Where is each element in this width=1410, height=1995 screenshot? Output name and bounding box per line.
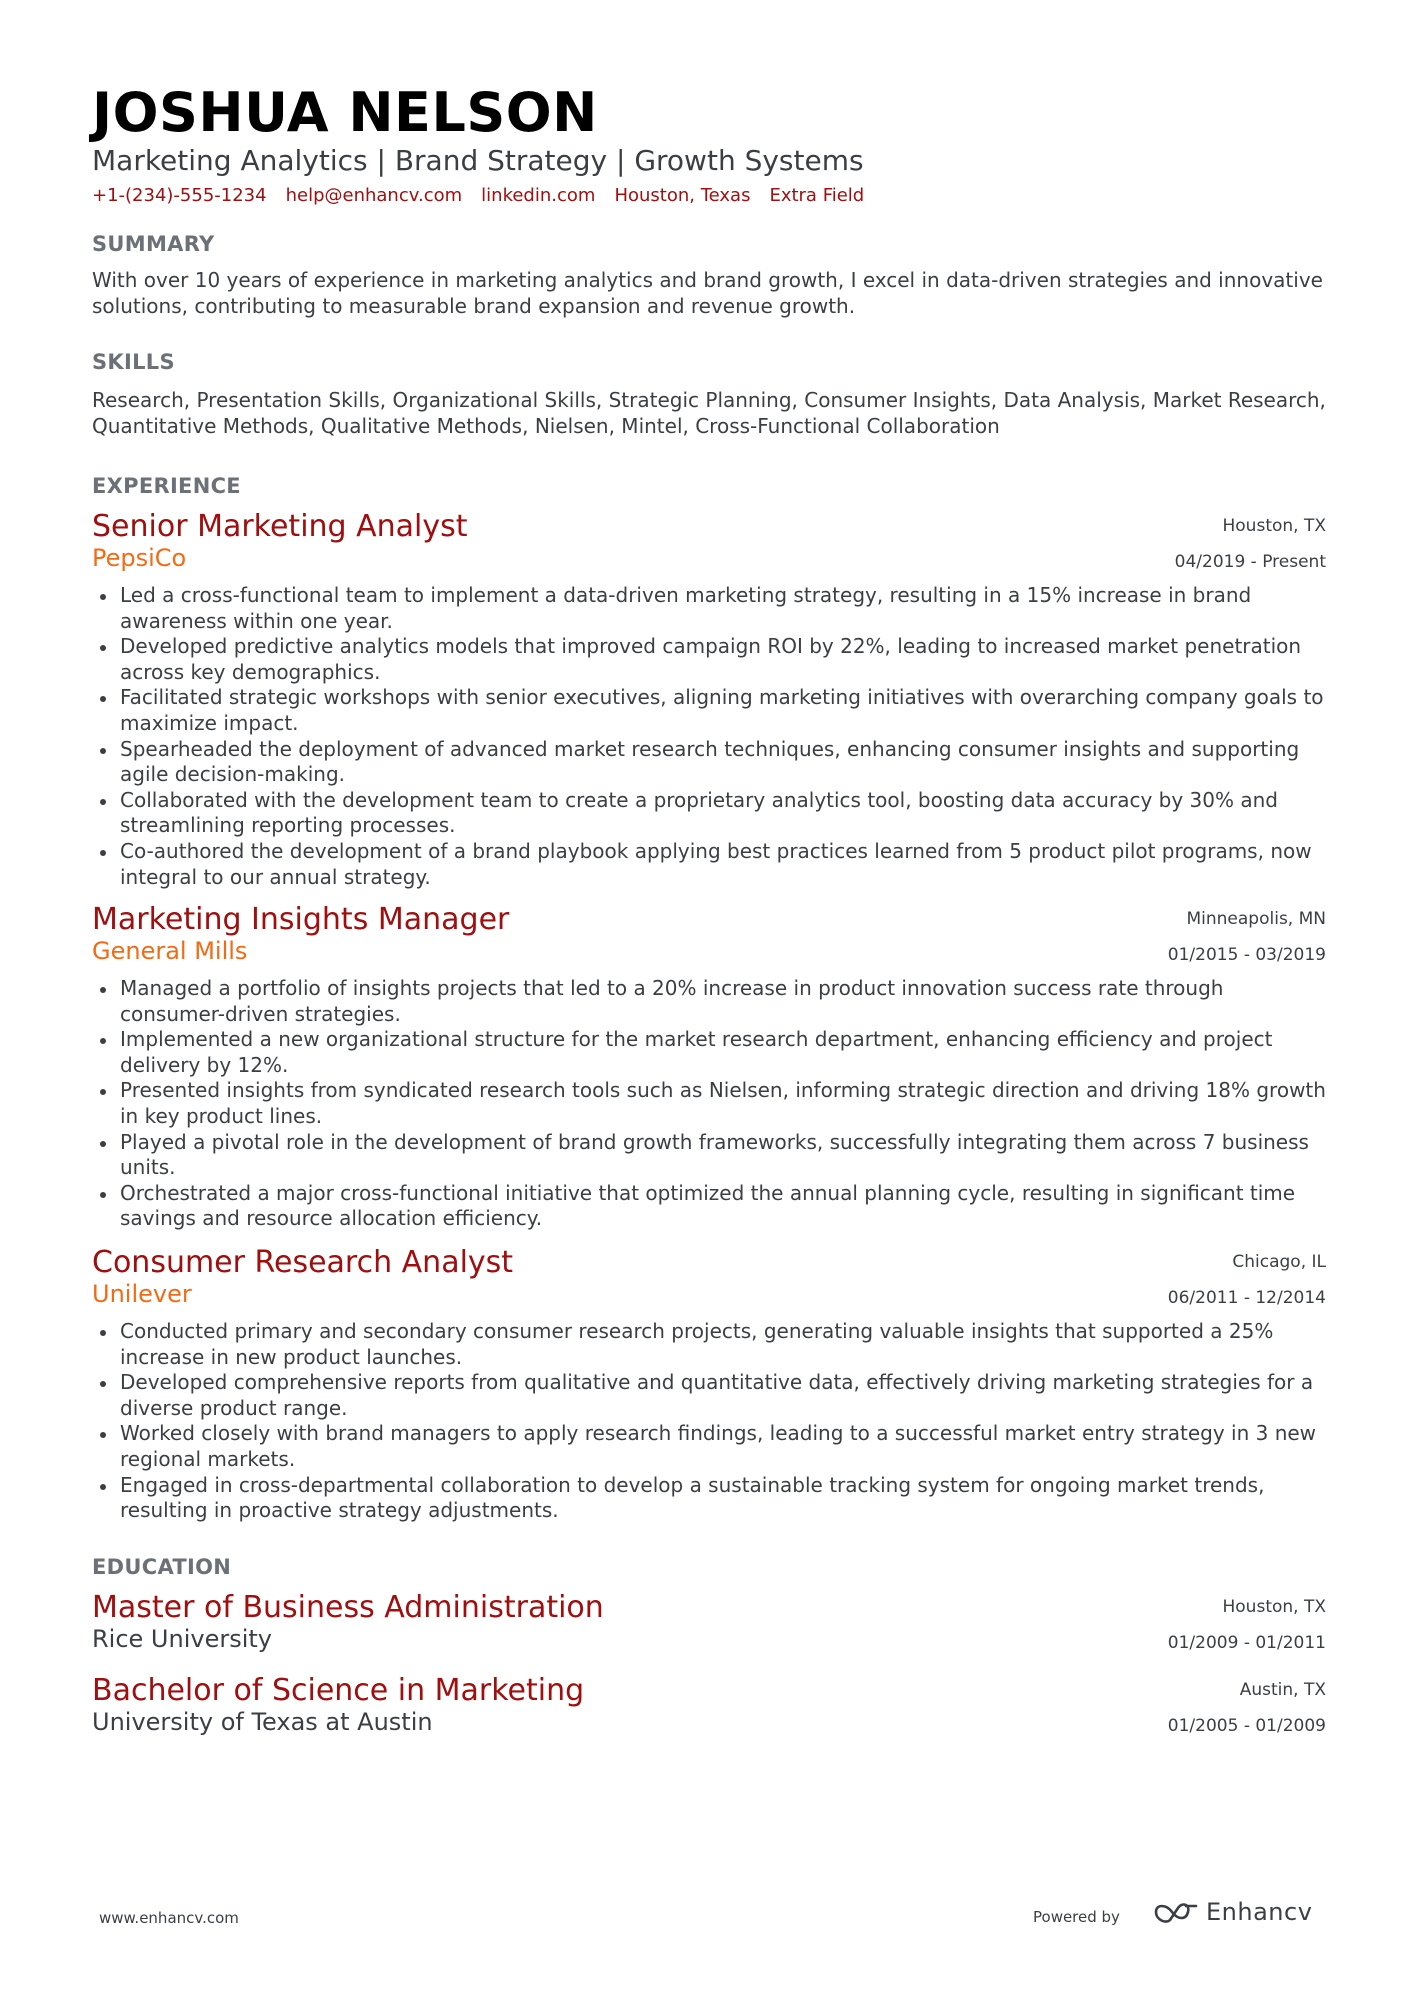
- bullet-item: Engaged in cross-departmental collaboration to develop a sustainable tracking system for ongoing market trends, resulting in proactive strategy adjustments.: [92, 1473, 1326, 1524]
- bullet-item: Presented insights from syndicated research tools such as Nielsen, informing strategic direction and driving 18% growth in key product lines.: [92, 1078, 1326, 1129]
- bullet-item: Developed predictive analytics models that improved campaign ROI by 22%, leading to increased market penetration across key demographics.: [92, 634, 1326, 685]
- bullet-item: Developed comprehensive reports from qualitative and quantitative data, effectively driving marketing strategies for a diverse product range.: [92, 1370, 1326, 1421]
- job-dates: 06/2011 - 12/2014: [1167, 1288, 1326, 1308]
- skills-text: Research, Presentation Skills, Organizational Skills, Strategic Planning, Consumer Insights, Data Analysis, Market Research, Quantitative Methods, Qualitative Methods, Nielsen, Mintel, Cross-Functional Collaboration: [92, 388, 1326, 438]
- degree-title: Bachelor of Science in Marketing: [92, 1673, 585, 1708]
- job-dates: 01/2015 - 03/2019: [1167, 945, 1326, 965]
- degree-title: Master of Business Administration: [92, 1590, 604, 1625]
- school-name: Rice University: [92, 1625, 272, 1653]
- job-title: Marketing Insights Manager: [92, 902, 510, 937]
- skills-section-title: SKILLS: [92, 350, 175, 374]
- bullet-item: Conducted primary and secondary consumer research projects, generating valuable insights that supported a 25% increase in new product launches.: [92, 1319, 1326, 1370]
- school-name: University of Texas at Austin: [92, 1708, 433, 1736]
- contact-bar: [92, 184, 864, 208]
- contact-linkedin[interactable]: linkedin.com: [481, 185, 596, 206]
- enhancv-logo-wordmark: Enhancv: [1206, 1898, 1313, 1926]
- contact-phone[interactable]: +1-(234)-555-1234: [92, 185, 267, 206]
- candidate-name: JOSHUA NELSON: [92, 81, 598, 144]
- bullet-item: Spearheaded the deployment of advanced market research techniques, enhancing consumer insights and supporting agile decision-making.: [92, 737, 1326, 788]
- job-dates: 04/2019 - Present: [1174, 552, 1326, 572]
- company-name: Unilever: [92, 1280, 192, 1308]
- contact-extra-field: Extra Field: [769, 185, 865, 206]
- enhancv-logo-icon: [1152, 1898, 1200, 1926]
- job-bullets: [92, 1319, 1326, 1524]
- bullet-item: Managed a portfolio of insights projects that led to a 20% increase in product innovation success rate through consumer-driven strategies.: [92, 976, 1326, 1027]
- enhancv-logo[interactable]: [1152, 1898, 1312, 1926]
- bullet-item: Co-authored the development of a brand playbook applying best practices learned from 5 product pilot programs, now integral to our annual strategy.: [92, 839, 1326, 890]
- footer-powered-by: Powered by: [1033, 1908, 1120, 1926]
- job-title: Senior Marketing Analyst: [92, 509, 468, 544]
- bullet-item: Collaborated with the development team to create a proprietary analytics tool, boosting data accuracy by 30% and streamlining reporting processes.: [92, 788, 1326, 839]
- footer-website-link[interactable]: www.enhancv.com: [99, 1909, 239, 1927]
- company-name: General Mills: [92, 937, 248, 965]
- bullet-item: Played a pivotal role in the development of brand growth frameworks, successfully integrating them across 7 business units.: [92, 1130, 1326, 1181]
- job-title: Consumer Research Analyst: [92, 1245, 514, 1280]
- job-bullets: [92, 583, 1326, 890]
- job-location: Houston, TX: [1222, 516, 1326, 536]
- education-dates: 01/2005 - 01/2009: [1167, 1716, 1326, 1736]
- company-name: PepsiCo: [92, 544, 187, 572]
- job-location: Chicago, IL: [1232, 1252, 1326, 1272]
- education-dates: 01/2009 - 01/2011: [1167, 1633, 1326, 1653]
- contact-location: Houston, Texas: [614, 185, 751, 206]
- education-location: Austin, TX: [1239, 1680, 1326, 1700]
- job-location: Minneapolis, MN: [1186, 909, 1326, 929]
- candidate-tagline: Marketing Analytics | Brand Strategy | Growth Systems: [92, 144, 864, 177]
- contact-email[interactable]: help@enhancv.com: [285, 185, 463, 206]
- summary-section-title: SUMMARY: [92, 232, 215, 256]
- education-section-title: EDUCATION: [92, 1555, 232, 1579]
- experience-section-title: EXPERIENCE: [92, 474, 241, 498]
- bullet-item: Worked closely with brand managers to apply research findings, leading to a successful market entry strategy in 3 new regional markets.: [92, 1421, 1326, 1472]
- education-location: Houston, TX: [1222, 1597, 1326, 1617]
- summary-text: With over 10 years of experience in marketing analytics and brand growth, I excel in data-driven strategies and innovative solutions, contributing to measurable brand expansion and revenue growth.: [92, 268, 1323, 318]
- bullet-item: Led a cross-functional team to implement a data-driven marketing strategy, resulting in a 15% increase in brand awareness within one year.: [92, 583, 1326, 634]
- bullet-item: Orchestrated a major cross-functional initiative that optimized the annual planning cycle, resulting in significant time savings and resource allocation efficiency.: [92, 1181, 1326, 1232]
- bullet-item: Implemented a new organizational structure for the market research department, enhancing efficiency and project delivery by 12%.: [92, 1027, 1326, 1078]
- bullet-item: Facilitated strategic workshops with senior executives, aligning marketing initiatives with overarching company goals to maximize impact.: [92, 685, 1326, 736]
- job-bullets: [92, 976, 1326, 1232]
